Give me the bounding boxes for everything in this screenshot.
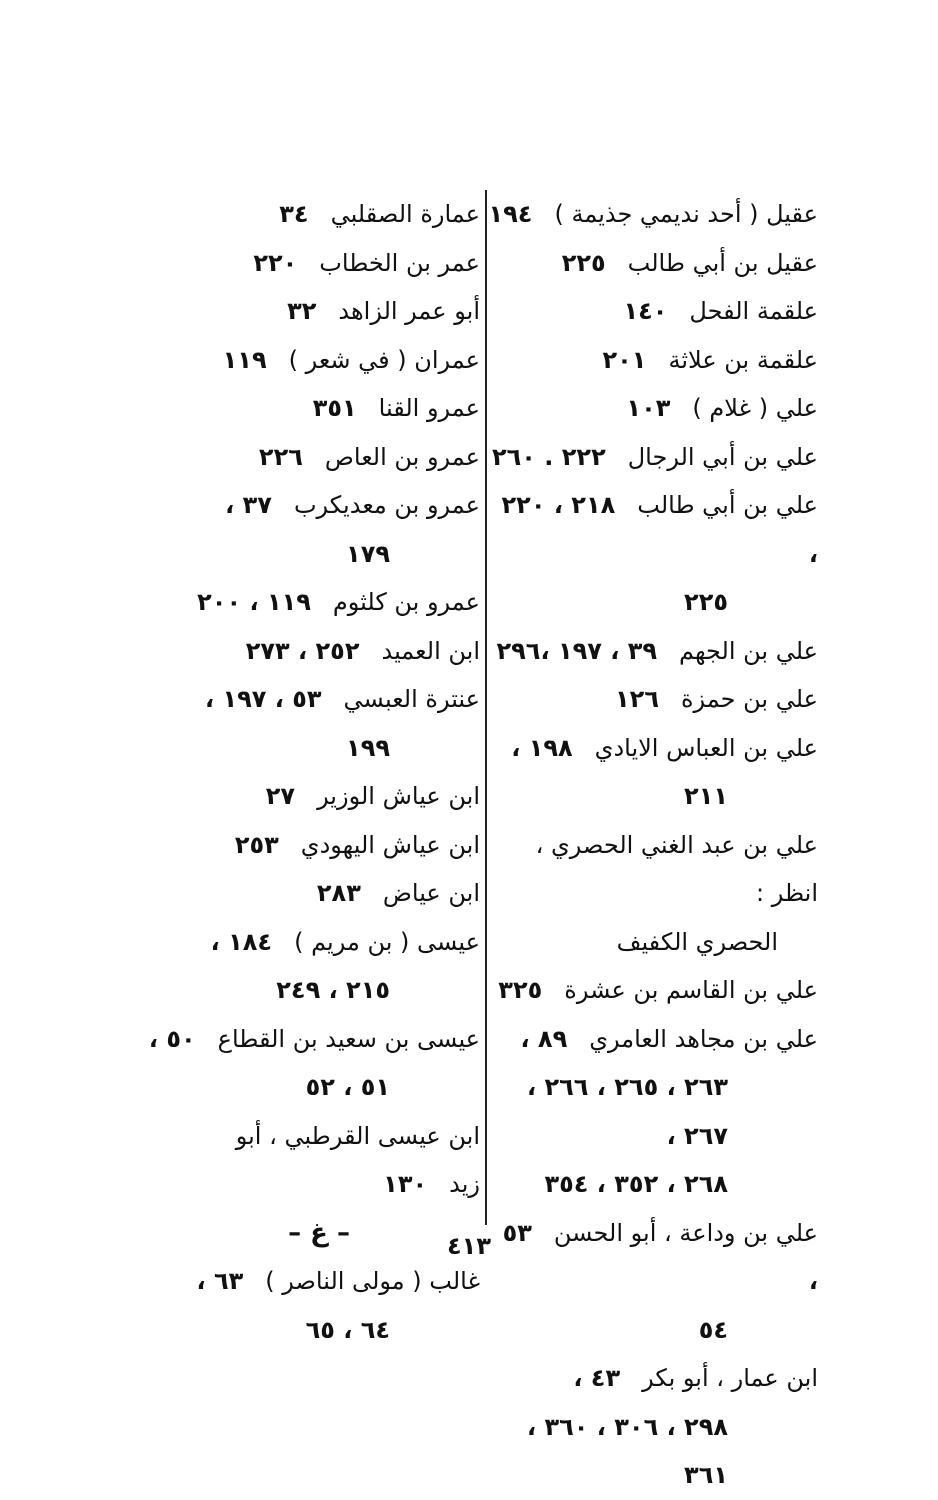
entry-pages: ٥٣ ، ١٩٧ ،: [204, 685, 322, 713]
index-entry: [488, 239, 818, 288]
entry-name: علي بن القاسم بن عشرة: [564, 976, 818, 1004]
entry-pages: ٢١٨ ، ٢٢٠ ،: [501, 491, 818, 568]
entry-name: علي بن وداعة ، أبو الحسن: [553, 1218, 818, 1247]
entry-name: عنترة العبسي: [343, 685, 480, 713]
index-entry: [145, 433, 480, 482]
page-number: ٤١٣: [447, 1232, 491, 1260]
entry-name: أبو عمر الزاهد: [338, 297, 480, 325]
entry-name: عمرو القنا: [378, 394, 480, 422]
entry-pages: ١١٩ ، ٢٠٠: [197, 588, 311, 616]
entry-name: عقيل بن أبي طالب: [627, 248, 818, 277]
entry-name: عمرو بن معديكرب: [293, 491, 480, 519]
entry-pages: ٨٩ ،: [520, 1024, 568, 1053]
index-entry: [145, 772, 480, 821]
entry-name: غالب ( مولى الناصر ): [265, 1267, 480, 1295]
entry-name: عمران ( في شعر ): [288, 345, 480, 374]
index-entry: [145, 869, 480, 918]
entry-name: علي بن حمزة: [680, 685, 818, 713]
entry-pages: ٣٢: [287, 297, 317, 325]
entry-pages: ٢٢٢ . ٢٦٠: [492, 442, 606, 471]
index-entry: [145, 627, 480, 676]
entry-pages: ١٣٠: [383, 1170, 428, 1198]
entry-pages: ٢٠١: [602, 345, 647, 374]
index-entry: [488, 481, 818, 627]
entry-name: عمرو بن كلثوم: [332, 588, 480, 616]
entry-pages: ١٠٣: [626, 394, 671, 422]
index-entry: [488, 1015, 818, 1209]
index-entry: [488, 821, 818, 967]
entry-pages: ٥٠ ،: [148, 1024, 196, 1053]
entry-name: علي بن مجاهد العامري: [589, 1024, 818, 1053]
entry-name: عمرو بن العاص: [324, 442, 480, 471]
entry-name: ابن عيسى القرطبي ، أبو زيد: [235, 1121, 480, 1198]
index-entry: [488, 627, 818, 676]
entry-pages: ٥٣ ،: [502, 1218, 818, 1295]
entry-name: علقمة الفحل: [689, 297, 818, 325]
column-divider: [485, 190, 487, 1225]
entry-name: عمر بن الخطاب: [319, 248, 480, 277]
index-entry: [488, 336, 818, 385]
entry-name: عمارة الصقلبي: [330, 200, 480, 228]
entry-pages: ١٨٤ ،: [210, 927, 273, 956]
index-entry: [488, 966, 818, 1015]
entry-pages: ٢٨٣: [316, 879, 361, 907]
entry-pages: ١١٩: [222, 345, 267, 374]
entry-pages: ١٤٠: [623, 297, 668, 325]
index-entry: [488, 675, 818, 724]
entry-name: عيسى ( بن مريم ): [294, 927, 480, 956]
entry-pages-continued: ٢١١: [684, 782, 728, 810]
index-entry: [145, 918, 480, 1015]
entry-name: ابن عمار ، أبو بكر: [642, 1364, 818, 1392]
index-column-right: [488, 190, 818, 1500]
entry-pages-continued: ٦٤ ، ٦٥: [305, 1315, 390, 1344]
entry-name: ابن العميد: [381, 636, 480, 665]
entry-pages: ٢٥٣: [234, 830, 279, 859]
index-entry: [145, 675, 480, 772]
entry-pages: ٢٢٥: [561, 248, 606, 277]
entry-pages-continued: ٢٢٥: [684, 588, 728, 616]
entry-pages-continued: ١٩٩: [346, 733, 390, 762]
index-entry: [145, 481, 480, 578]
index-entry: [145, 384, 480, 433]
entry-pages-continued: ٢٦٣ ، ٢٦٥ ، ٢٦٦ ، ٢٦٧ ،: [527, 1073, 728, 1150]
entry-pages: ٢٢٠: [253, 248, 298, 277]
entry-pages: ٦٣ ،: [196, 1267, 244, 1295]
entry-name: علي بن عبد الغني الحصري ، انظر :: [535, 830, 818, 907]
entry-name: علي بن أبي طالب: [637, 491, 818, 519]
entry-name: ابن عياض: [382, 879, 480, 907]
entry-pages-continued: ٥٤: [698, 1315, 728, 1344]
index-entry: [145, 336, 480, 385]
entry-pages: ١٩٨ ،: [511, 733, 573, 762]
entry-pages: ٣٤: [279, 200, 309, 228]
entry-pages: ٣٧ ،: [225, 491, 272, 519]
entry-pages-continued: ٢٩٨ ، ٣٠٦ ، ٣٦٠ ، ٣٦١: [527, 1412, 728, 1489]
entry-pages: ٤٣ ،: [573, 1364, 621, 1392]
index-entry: [145, 1112, 480, 1209]
entry-pages: ٣٥١: [312, 394, 357, 422]
entry-pages: ٢٥٢ ، ٢٧٣: [245, 636, 360, 665]
index-column-left: [145, 190, 480, 1354]
index-entry: [145, 239, 480, 288]
entry-name: علي بن العباس الايادي: [594, 733, 818, 762]
index-entry: [145, 1015, 480, 1112]
entry-pages: ١٩٤: [488, 200, 533, 228]
index-entry: [488, 433, 818, 482]
entry-name: ابن عياش الوزير: [317, 782, 480, 810]
entry-pages: ٣٩ ، ١٩٧ ،٢٩٦: [496, 636, 658, 665]
entry-pages-continued: ٢١٥ ، ٢٤٩: [276, 976, 390, 1004]
index-entry: [145, 821, 480, 870]
entry-name: عقيل ( أحد نديمي جذيمة ): [554, 200, 818, 228]
index-entry: [488, 384, 818, 433]
entry-pages: ٢٧: [265, 782, 296, 810]
entry-pages: ٢٢٦: [258, 442, 303, 471]
entry-pages-continued: ٢٦٨ ، ٣٥٢ ، ٣٥٤: [544, 1170, 728, 1198]
entry-pages: ١٢٦: [615, 685, 659, 713]
letter-section-heading: – غ –: [288, 1217, 350, 1248]
entry-name: ابن عياش اليهودي: [300, 830, 480, 859]
index-entry: [145, 1257, 480, 1354]
entry-pages: ٣٢٥: [498, 976, 543, 1004]
entry-name: علي ( غلام ): [692, 394, 818, 422]
index-entry: [145, 287, 480, 336]
entry-pages-continued: ٥١ ، ٥٢: [305, 1073, 390, 1101]
entry-name: عيسى بن سعيد بن القطاع: [217, 1024, 480, 1053]
index-entry: [488, 1209, 818, 1355]
entry-name: علقمة بن علاثة: [668, 345, 818, 374]
entry-pages-continued: ١٧٩: [346, 539, 390, 568]
index-entry: [488, 287, 818, 336]
index-entry: [145, 578, 480, 627]
index-entry: [488, 724, 818, 821]
index-entry: [488, 190, 818, 239]
entry-name: علي بن الجهم: [679, 636, 818, 665]
index-entry: [145, 190, 480, 239]
entry-name: علي بن أبي الرجال: [627, 442, 818, 471]
entry-cross-reference: الحصري الكفيف: [616, 927, 778, 956]
index-entry: [488, 1354, 818, 1500]
